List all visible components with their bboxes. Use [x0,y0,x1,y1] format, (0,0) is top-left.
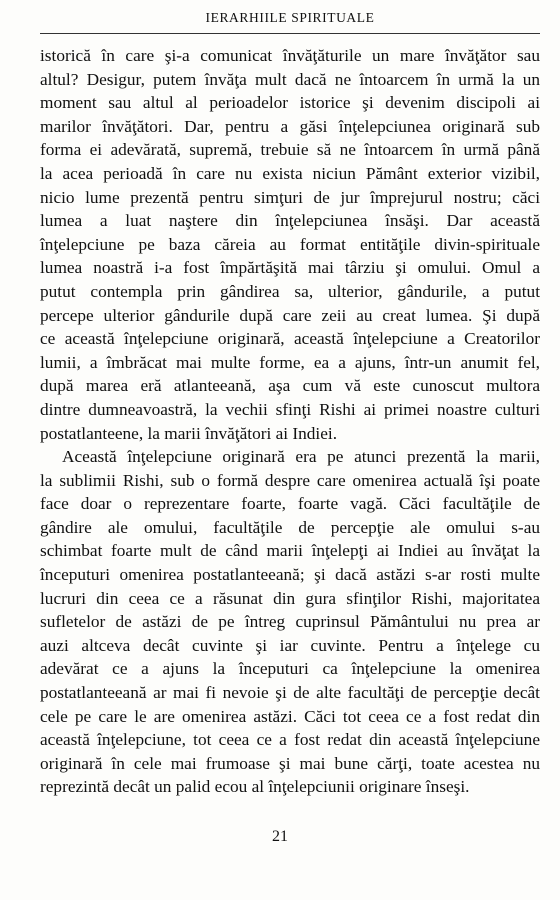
text-line: face doar o reprezentare foarte, foarte vagă. Căci facultăţile de [40,494,540,514]
text-line: începuturi omenirea postatlanteeană; şi dacă astăzi s-ar rosti multe [40,565,540,585]
text-line: auzi altceva decât cuvinte şi iar cuvinte. Pentru a înţelege cu [40,635,540,655]
text-line: ce această înţelepciune originară, această înţelepciune a Creatorilor [40,329,540,349]
text-line: percepe ulterior gândurile după care zeii au creat lumea. Şi după [40,305,540,325]
text-line: înţelepciune pe baza căreia au format entităţile divin-spirituale [40,234,540,254]
text-line: la acea perioadă în care nu exista niciun Pământ exterior vizibil, [40,163,540,183]
text-line: lucruri din ceea ce a răsunat din gura sfinţilor Rishi, majoritatea [40,588,540,608]
text-line: nicio lume prezentă pentru simţuri de jur împrejurul nostru; căci [40,187,540,207]
text-line: altul? Desigur, putem învăţa mult dacă ne întoarcem în urmă la un [40,69,540,89]
paragraph-2 [40,445,540,799]
text-line: lumii, a îmbrăcat mai multe forme, ea a ajuns, într-un anumit fel, [40,352,540,372]
text-line: originară în cele mai frumoase şi mai bune cărţi, toate acestea nu [40,753,540,773]
text-line: lumea noastră i-a fost împărtăşită mai târziu şi omului. Omul a [40,258,540,278]
text-line: gândire ale omului, facultăţile de percepţie ale omului s-au [40,517,540,537]
text-line: cele pe care le are omenirea astăzi. Căci tot ceea ce a fost redat din [40,706,540,726]
text-line: sufletelor de astăzi de pe întreg cuprinsul Pământului nu prea ar [40,612,540,632]
text-line: marilor învăţători. Dar, pentru a găsi înţelepciunea originară sub [40,116,540,136]
text-line: reprezintă decât un palid ecou al înţelepciunii originare înseşi. [40,777,470,797]
page-number: 21 [272,828,288,845]
text-line: putut contempla prin gândirea sa, ulterior, gândurile, a putut [40,281,540,301]
text-line: după marea eră atlanteeană, aşa cum vă este cunoscut multora [40,376,540,396]
header-rule [40,33,540,34]
body-text [40,44,540,799]
text-line: această înţelepciune, tot ceea ce a fost redat din această înţelepciune [40,730,540,750]
text-line: istorică în care şi-a comunicat învăţăturile un mare învăţător sau [40,46,540,65]
running-header-title: IERARHIILE SPIRITUALE [205,10,375,25]
text-line: Această înţelepciune originară era pe atunci prezentă la marii, [62,447,540,467]
text-line: postatlanteene, la marii învăţători ai Indiei. [40,423,338,443]
text-line: moment sau altul al perioadelor istorice şi devenim discipoli ai [40,93,540,113]
text-line: schimbat foarte mult de când marii înţelepţi ai Indiei au învăţat la [40,541,540,561]
paragraph-1 [40,44,540,445]
text-line: dintre dumneavoastră, la vechii sfinţi Rishi ai primei noastre culturi [40,399,540,419]
text-line: la sublimii Rishi, sub o formă despre care omenirea actuală îşi poate [40,470,540,490]
text-line: postatlanteeană ar mai fi nevoie şi de alte facultăţi de percepţie decât [40,683,540,703]
text-line: adevărat ce a ajuns la începuturi ca înţelepciune la omenirea [40,659,540,679]
text-line: lumea a luat naştere din înţelepciunea însăşi. Dar această [40,211,540,231]
text-line: forma ei adevărată, supremă, trebuie să ne întoarcem în urmă până [40,140,540,160]
